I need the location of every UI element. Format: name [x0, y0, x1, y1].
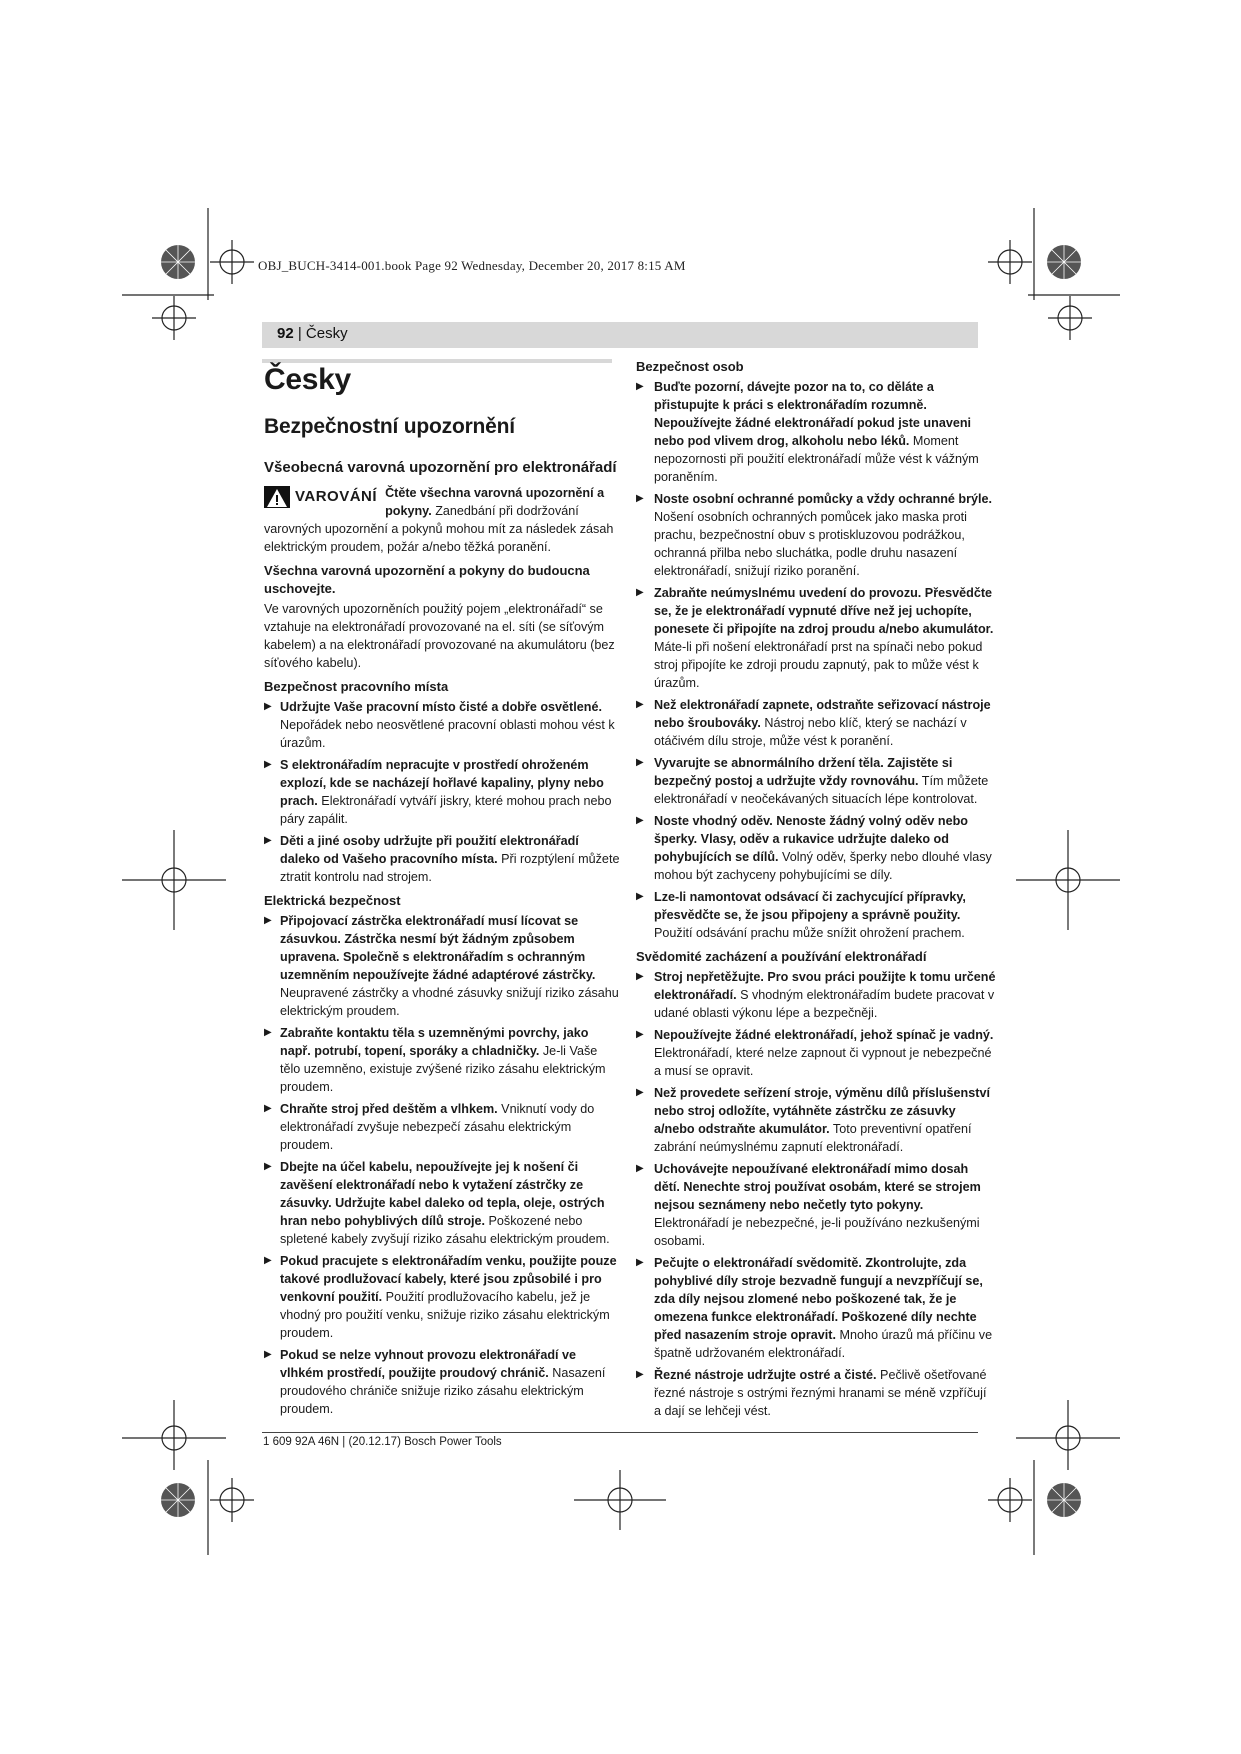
item-text: Pečlivě ošetřované řezné nástroje s ostrými řeznými hranami se méně vzpříčují a dají se lehčeji vést.: [654, 1368, 987, 1418]
item-text: Neupravené zástrčky a vhodné zásuvky snižují riziko zásahu elektrickým proudem.: [280, 986, 619, 1018]
item-text: Použití prodlužovacího kabelu, jež je vhodný pro použití venku, snižuje riziko zásahu elektrickým proudem.: [280, 1290, 610, 1340]
header-separator: |: [293, 325, 306, 342]
general-warnings-heading: Všeobecná varovná upozornění pro elektronářadí: [264, 459, 617, 476]
item-bold: Zabraňte neúmyslnému uvedení do provozu. Přesvědčte se, že je elektronářadí vypnuté dříve než jej uchopíte, ponesete či připojíte na zdroj proudu a/nebo akumulátor.: [654, 586, 994, 636]
item-text: Nástroj nebo klíč, který se nachází v otáčivém dílu stroje, může vést k poranění.: [654, 716, 967, 748]
item-text: Tím můžete elektronářadí v neočekávaných situacích lépe kontrolovat.: [654, 774, 989, 806]
item-text: Volný oděv, šperky nebo dlouhé vlasy mohou být zachyceny pohybujícími se díly.: [654, 850, 992, 882]
bullet-arrow-icon: ▶: [264, 759, 272, 770]
warning-triangle-icon: [264, 486, 290, 508]
list-item: [264, 1158, 620, 1248]
page-header-bar: [262, 322, 978, 348]
list-item: [636, 1254, 996, 1362]
list-item: [636, 1160, 996, 1250]
list-item: [636, 696, 996, 750]
item-text: Nepořádek nebo neosvětlené pracovní oblasti mohou vést k úrazům.: [280, 718, 615, 750]
bullet-arrow-icon: ▶: [636, 1369, 644, 1380]
bullet-arrow-icon: ▶: [636, 891, 644, 902]
item-bold: Než elektronářadí zapnete, odstraňte seřizovací nástroje nebo šroubováky.: [654, 698, 991, 730]
bullet-arrow-icon: ▶: [636, 1163, 644, 1174]
item-bold: Řezné nástroje udržujte ostré a čisté.: [654, 1368, 877, 1382]
bullet-arrow-icon: ▶: [636, 815, 644, 826]
item-text: S vhodným elektronářadím budete pracovat v udané oblasti výkonu lépe a bezpečněji.: [654, 988, 995, 1020]
file-info-line: OBJ_BUCH-3414-001.book Page 92 Wednesday, December 20, 2017 8:15 AM: [258, 258, 686, 273]
list-item: [264, 756, 620, 828]
item-bold: Pokud se nelze vyhnout provozu elektronářadí ve vlhkém prostředí, použijte proudový chránič.: [280, 1348, 577, 1380]
item-text: Je-li Vaše tělo uzemněno, existuje zvýšené riziko zásahu elektrickým proudem.: [280, 1044, 606, 1094]
electrical-heading: Elektrická bezpečnost: [264, 893, 401, 908]
bullet-arrow-icon: ▶: [636, 1257, 644, 1268]
list-item: [264, 698, 620, 752]
item-bold: Lze-li namontovat odsávací či zachycující přípravky, přesvědčte se, že jsou připojeny a správně použity.: [654, 890, 966, 922]
bullet-arrow-icon: ▶: [636, 1029, 644, 1040]
list-item: [636, 754, 996, 808]
list-item: [264, 1024, 620, 1096]
item-bold: Než provedete seřízení stroje, výměnu dílů příslušenství nebo stroj odložíte, vytáhněte zástrčku ze zásuvky a/nebo odstraňte akumulátor.: [654, 1086, 990, 1136]
workplace-heading: Bezpečnost pracovního místa: [264, 679, 449, 694]
list-item: [636, 1026, 996, 1080]
item-text: Toto preventivní opatření zabrání neúmyslnému zapnutí elektronářadí.: [654, 1122, 972, 1154]
page-footer: 1 609 92A 46N | (20.12.17) Bosch Power Tools: [263, 1436, 502, 1448]
warning-text: Zanedbání při dodržování varovných upozornění a pokynů mohou mít za následek zásah elektrickým proudem, požár a/nebo těžká poranění.: [264, 504, 614, 554]
item-bold: Zabraňte kontaktu těla s uzemněnými povrchy, jako např. potrubí, topení, sporáky a chladničky.: [280, 1026, 589, 1058]
footer-rule: [262, 1432, 978, 1433]
bullet-arrow-icon: ▶: [636, 971, 644, 982]
item-bold: Vyvarujte se abnormálního držení těla. Zajistěte si bezpečný postoj a udržujte vždy rovnováhu.: [654, 756, 953, 788]
item-text: Poškozené nebo spletené kabely zvyšují riziko zásahu elektrickým proudem.: [280, 1214, 610, 1246]
item-text: Při rozptýlení můžete ztratit kontrolu nad strojem.: [280, 852, 620, 884]
item-bold: Chraňte stroj před deštěm a vlhkem.: [280, 1102, 498, 1116]
item-bold: Stroj nepřetěžujte. Pro svou práci použijte k tomu určené elektronářadí.: [654, 970, 996, 1002]
bullet-arrow-icon: ▶: [264, 1255, 272, 1266]
item-text: Mnoho úrazů má příčinu ve špatně udržovaném elektronářadí.: [654, 1328, 993, 1360]
item-text: Moment nepozornosti při použití elektronářadí může vést k vážným poraněním.: [654, 434, 979, 484]
item-bold: Udržujte Vaše pracovní místo čisté a dobře osvětlené.: [280, 700, 602, 714]
page-number: 92: [277, 325, 294, 342]
list-item: [264, 832, 620, 886]
item-text: Elektronářadí je nebezpečné, je-li používáno nezkušenými osobami.: [654, 1216, 980, 1248]
bullet-arrow-icon: ▶: [264, 1027, 272, 1038]
item-bold: Připojovací zástrčka elektronářadí musí lícovat se zásuvkou. Zástrčka nesmí být žádným způsobem upravena. Společně s elektronářadím s ochranným uzemněním nepoužívejte žádné adaptérové zástrčky.: [280, 914, 596, 982]
list-item: [636, 968, 996, 1022]
item-text: Použití odsávání prachu může snížit ohrožení prachem.: [654, 926, 965, 940]
item-text: Nasazení proudového chrániče snižuje riziko zásahu elektrickým proudem.: [280, 1366, 606, 1416]
bullet-arrow-icon: ▶: [264, 701, 272, 712]
bullet-arrow-icon: ▶: [264, 915, 272, 926]
list-item: [636, 888, 996, 942]
bullet-arrow-icon: ▶: [636, 1087, 644, 1098]
personal-heading: Bezpečnost osob: [636, 359, 744, 374]
header-language: Česky: [305, 325, 348, 342]
bullet-arrow-icon: ▶: [264, 1349, 272, 1360]
item-text: Máte-li při nošení elektronářadí prst na spínači nebo pokud stroj připojíte ke zdroji proudu zapnutý, pak to může vést k úrazům.: [654, 640, 983, 690]
list-item: [636, 490, 996, 580]
list-item: [264, 1100, 620, 1154]
item-bold: Noste osobní ochranné pomůcky a vždy ochranné brýle.: [654, 492, 993, 506]
warning-block: [264, 484, 620, 556]
careful-use-heading: Svědomité zacházení a používání elektronářadí: [636, 949, 927, 964]
page-header: [277, 325, 348, 342]
list-item: [636, 378, 996, 486]
warning-badge: [264, 486, 377, 508]
item-bold: Buďte pozorní, dávejte pozor na to, co děláte a přistupujte k práci s elektronářadím rozumně. Nepoužívejte žádné elektronářadí pokud jste unaveni nebo pod vlivem drog, alkoholu nebo léků.: [654, 380, 972, 448]
list-item: [636, 812, 996, 884]
item-text: Elektronářadí, které nelze zapnout či vypnout je nebezpečné a musí se opravit.: [654, 1046, 992, 1078]
definition-text: Ve varovných upozorněních použitý pojem „elektronářadí“ se vztahuje na elektronářadí provozované na el. síti (se síťovým kabelem) a na elektronářadí provozované na akumulátoru (bez síťového kabelu).: [264, 602, 615, 670]
bullet-arrow-icon: ▶: [636, 699, 644, 710]
item-bold: Pokud pracujete s elektronářadím venku, použijte pouze takové prodlužovací kabely, které jsou způsobilé i pro venkovní použití.: [280, 1254, 617, 1304]
item-bold: Pečujte o elektronářadí svědomitě. Zkontrolujte, zda pohyblivé díly stroje bezvadně fungují a nevzpříčují se, zda díly nejsou zlomené nebo poškozené tak, že je omezena funkce elektronářadí. Poškozené díly nechte před nasazením stroje opravit.: [654, 1256, 983, 1342]
page-title: Česky: [264, 363, 351, 396]
item-bold: Uchovávejte nepoužívané elektronářadí mimo dosah dětí. Nenechte stroj používat osobám, které se strojem nejsou seznámeny nebo nečetly tyto pokyny.: [654, 1162, 981, 1212]
keep-notice: Všechna varovná upozornění a pokyny do budoucna uschovejte.: [264, 563, 590, 596]
item-text: Elektronářadí vytváří jiskry, které mohou prach nebo páry zapálit.: [280, 794, 612, 826]
list-item: [264, 1252, 620, 1342]
bullet-arrow-icon: ▶: [264, 1161, 272, 1172]
item-bold: Děti a jiné osoby udržujte při použití elektronářadí daleko od Vašeho pracovního místa.: [280, 834, 579, 866]
section-title: Bezpečnostní upozornění: [264, 415, 515, 438]
item-bold: S elektronářadím nepracujte v prostředí ohroženém explozí, kde se nacházejí hořlavé kapaliny, plyny nebo prach.: [280, 758, 604, 808]
bullet-arrow-icon: ▶: [264, 1103, 272, 1114]
item-bold: Nepoužívejte žádné elektronářadí, jehož spínač je vadný.: [654, 1028, 994, 1042]
bullet-arrow-icon: ▶: [636, 493, 644, 504]
warning-word: VAROVÁNÍ: [295, 488, 378, 505]
list-item: [264, 912, 620, 1020]
list-item: [636, 584, 996, 692]
item-text: Nošení osobních ochranných pomůcek jako maska proti prachu, bezpečnostní obuv s protiskluzovou podrážkou, ochranná přilba nebo sluchátka, podle druhu nasazení elektronářadí, snižují riziko poranění.: [654, 510, 967, 578]
bullet-arrow-icon: ▶: [636, 587, 644, 598]
item-text: Vniknutí vody do elektronářadí zvyšuje nebezpečí zásahu elektrickým proudem.: [280, 1102, 595, 1152]
bullet-arrow-icon: ▶: [636, 757, 644, 768]
list-item: [636, 1366, 996, 1420]
bullet-arrow-icon: ▶: [636, 381, 644, 392]
list-item: [264, 1346, 620, 1418]
item-bold: Dbejte na účel kabelu, nepoužívejte jej k nošení či zavěšení elektronářadí nebo k vytažení zástrčky ze zásuvky. Udržujte kabel daleko od tepla, oleje, ostrých hran nebo pohyblivých dílů stroje.: [280, 1160, 605, 1228]
item-bold: Noste vhodný oděv. Nenoste žádný volný oděv nebo šperky. Vlasy, oděv a rukavice udržujte daleko od pohybujících se dílů.: [654, 814, 968, 864]
warning-bold: Čtěte všechna varovná upozornění a pokyny.: [385, 486, 605, 518]
right-column: [636, 358, 996, 1424]
list-item: [636, 1084, 996, 1156]
left-column: [264, 358, 620, 1422]
bullet-arrow-icon: ▶: [264, 835, 272, 846]
